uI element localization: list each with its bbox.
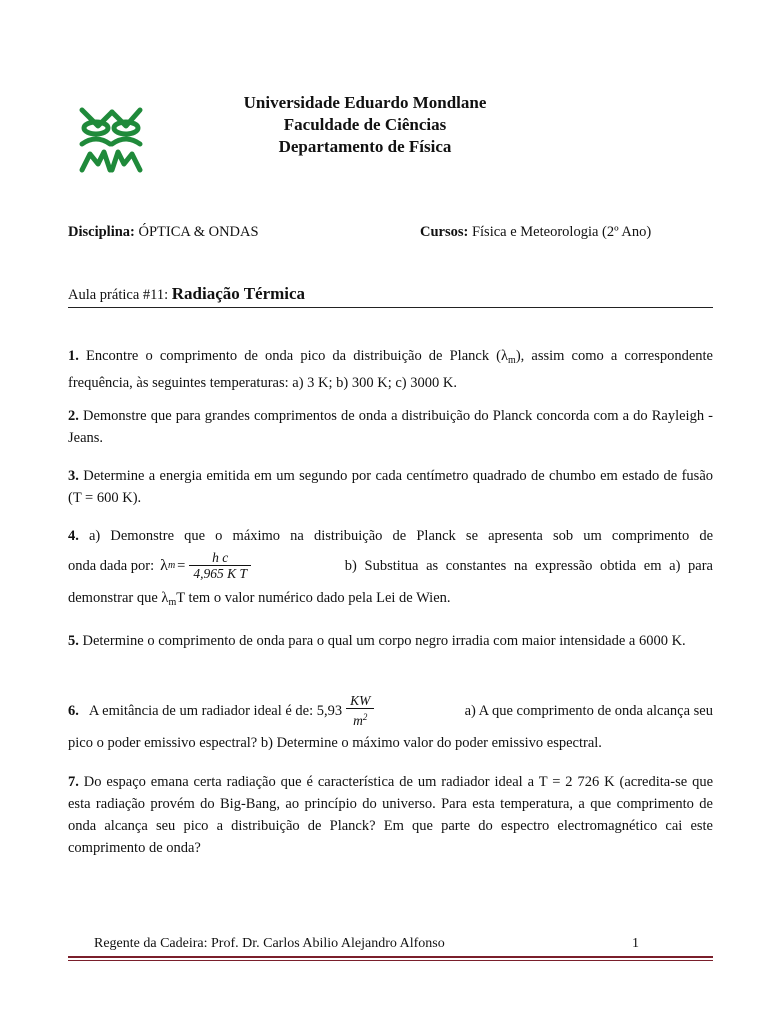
question-text: Encontre o comprimento de onda pico da distribuição de Planck (λ: [86, 348, 509, 364]
question-2: [68, 405, 713, 449]
question-number: 4.: [68, 528, 79, 544]
question-number: 3.: [68, 468, 79, 484]
question-4: [68, 525, 713, 614]
question-number: 1.: [68, 348, 79, 364]
subscript: m: [508, 355, 516, 366]
question-3: [68, 465, 713, 509]
footer-text: Regente da Cadeira: Prof. Dr. Carlos Abilio Alejandro Alfonso: [94, 936, 445, 951]
question-7: [68, 771, 713, 859]
fraction-denominator: 4,965 K T: [189, 565, 251, 582]
question-text: Determine o comprimento de onda para o qual um corpo negro irradia com maior intensidade a 6000 K.: [82, 633, 686, 649]
fraction-denominator: [346, 708, 374, 729]
lambda-symbol: λ: [160, 557, 168, 574]
question-text: a) A que comprimento de onda alcança seu: [464, 703, 713, 719]
courses-line: [420, 224, 651, 241]
fraction-numerator: h c: [212, 550, 229, 565]
formula-fraction: [346, 693, 374, 729]
lesson-label: Aula prática #11:: [68, 287, 169, 303]
discipline-label: Disciplina:: [68, 224, 135, 240]
subscript: m: [167, 560, 176, 571]
question-text: Determine a energia emitida em um segundo por cada centímetro quadrado de chumbo em estado de fusão (T = 600 K).: [68, 468, 713, 506]
lesson-heading: [68, 284, 305, 304]
question-5: [68, 630, 713, 652]
question-text: ), assim como a correspondente frequência, às seguintes temperaturas: a) 3 K; b) 300 K; c) 3000 K.: [68, 348, 713, 391]
question-text: demonstrar que λ: [68, 590, 169, 606]
department-name: Departamento de Física: [278, 137, 452, 156]
question-text: T tem o valor numérico dado pela Lei de Wien.: [176, 590, 451, 606]
question-number: 6.: [68, 703, 79, 719]
question-text: Do espaço emana certa radiação que é característica de um radiador ideal a T = 2 726 K (acredita-se que esta radiação provém do Big-Bang, ao princípio do universo. Para esta temperatura, a que comprimento de onda alcança seu pico a distribuição de Planck? Em que parte do espectro electromagnético cai este comprimento de onda?: [68, 774, 714, 856]
lesson-title: Radiação Térmica: [171, 284, 306, 303]
question-number: 2.: [68, 408, 79, 424]
question-text: a) Demonstre que o máximo na distribuição de Planck se apresenta sob um comprimento de: [89, 528, 713, 544]
footer-rule-thin: [68, 960, 713, 961]
question-text: b) Substitua as constantes na expressão obtida em a) para: [344, 558, 713, 574]
university-name: Universidade Eduardo Mondlane: [243, 93, 487, 112]
fraction-numerator: KW: [350, 693, 371, 708]
equals-sign: =: [177, 558, 186, 574]
courses-value: Física e Meteorologia (2º Ano): [471, 224, 652, 240]
faculty-name: Faculdade de Ciências: [283, 115, 447, 134]
discipline-line: [68, 224, 259, 241]
footer-rule: [68, 956, 713, 958]
formula-fraction: [189, 550, 251, 582]
question-number: 7.: [68, 774, 79, 790]
question-text: onda dada por:: [68, 558, 155, 574]
discipline-value: ÓPTICA & ONDAS: [138, 224, 259, 240]
fraction-base: m: [353, 713, 363, 728]
question-text: pico o poder emissivo espectral? b) Determine o máximo valor do poder emissivo espectral.: [68, 735, 602, 751]
question-6: [68, 690, 713, 754]
lambda-formula: [160, 550, 255, 582]
superscript: 2: [362, 712, 368, 722]
question-text: A emitância de um radiador ideal é de: 5,93: [88, 703, 343, 719]
page-number: 1: [632, 936, 639, 951]
question-number: 5.: [68, 633, 79, 649]
subscript: m: [168, 597, 177, 608]
question-1: [68, 345, 713, 394]
header-divider: [68, 307, 713, 308]
question-text: Demonstre que para grandes comprimentos de onda a distribuição do Planck concorda com a do Rayleigh - Jeans.: [68, 408, 714, 446]
institution-header: [0, 92, 768, 158]
courses-label: Cursos:: [420, 224, 469, 240]
